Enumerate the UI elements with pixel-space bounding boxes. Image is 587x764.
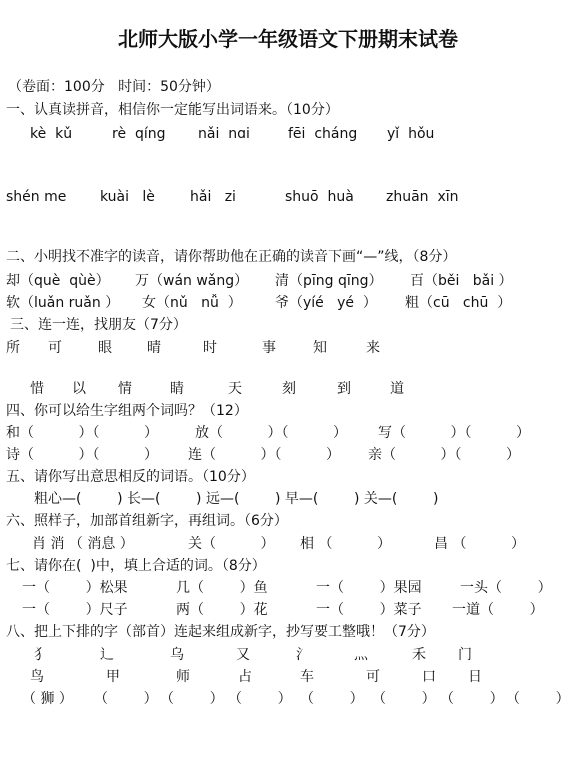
reading-choice: 爷（yíé yé ）: [275, 295, 377, 311]
measure-word-item: 一（ ）松果: [22, 580, 128, 596]
word-group-item: 写（ ）（ ）: [378, 425, 531, 441]
pinyin-item: kè kǔ: [30, 126, 73, 142]
word-group-item: 放（ ）（ ）: [195, 425, 348, 441]
measure-word-item: 两（ ）花: [176, 602, 268, 618]
match-char: 到: [337, 381, 351, 397]
match-char: 眼: [98, 340, 112, 356]
match-char: 晴: [147, 340, 161, 356]
radical-top: 辶: [100, 647, 114, 663]
radical-item: 相 （ ）: [300, 536, 391, 552]
reading-choice: 女（nǔ nǚ ）: [142, 295, 242, 311]
answer-blank: （ ）: [160, 691, 224, 707]
reading-choice: 万（wán wǎng）: [135, 273, 249, 289]
pinyin-item: nǎi nɑi: [198, 126, 250, 142]
match-char: 道: [390, 381, 404, 397]
answer-blank: （ ）: [372, 691, 436, 707]
radical-top: 又: [236, 647, 250, 663]
radical-top: 门: [458, 647, 472, 663]
reading-choice: 粗（cū chū ）: [405, 295, 512, 311]
match-char: 时: [203, 340, 217, 356]
measure-word-item: 一（ ）尺子: [22, 602, 128, 618]
match-char: 睛: [170, 381, 184, 397]
section-8-heading: 八、把上下排的字（部首）连起来组成新字，抄写要工整哦！（7分）: [6, 624, 435, 640]
measure-word-item: 一（ ）果园: [316, 580, 422, 596]
radical-bottom: 口: [422, 669, 436, 685]
measure-word-item: 一（ ）菜子: [316, 602, 422, 618]
radical-item: 关（ ）: [188, 536, 275, 552]
match-char: 事: [262, 340, 276, 356]
radical-bottom: 鸟: [30, 669, 44, 685]
section-1-heading: 一、认真读拼音，相信你一定能写出词语来。（10分）: [6, 102, 339, 118]
section-3-heading: 三、连一连，找朋友（7分）: [10, 317, 187, 333]
section-4-heading: 四、你可以给生字组两个词吗？（12）: [6, 403, 248, 419]
pinyin-item: kuài lè: [100, 189, 155, 205]
radical-bottom: 日: [468, 669, 482, 685]
section-7-heading: 七、请你在( )中，填上合适的词。（8分）: [6, 558, 266, 574]
exam-meta: （卷面：100分 时间：50分钟）: [8, 79, 220, 95]
measure-word-item: 一头（ ）: [460, 580, 552, 596]
match-char: 所: [6, 340, 20, 356]
section-5-heading: 五、请你写出意思相反的词语。（10分）: [6, 469, 255, 485]
word-group-item: 和（ ）（ ）: [6, 425, 159, 441]
match-char: 惜: [30, 381, 44, 397]
reading-choice: 清（pīng qīng）: [275, 273, 383, 289]
match-char: 刻: [282, 381, 296, 397]
section-6-heading: 六、照样子，加部首组新字，再组词。（6分）: [6, 513, 288, 529]
radical-top: 乌: [170, 647, 184, 663]
radical-top: 禾: [412, 647, 426, 663]
answer-blank: （ ）: [94, 691, 158, 707]
radical-item: 昌 （ ）: [434, 536, 525, 552]
word-group-item: 连（ ）（ ）: [188, 447, 341, 463]
radical-bottom: 可: [366, 669, 380, 685]
radical-bottom: 师: [176, 669, 190, 685]
pinyin-item: rè qíng: [112, 126, 166, 142]
antonym-row: 粗心—( ) 长—( ) 远—( ) 早—( ) 关—( ): [34, 491, 439, 507]
answer-blank: （ ）: [506, 691, 570, 707]
pinyin-item: yǐ hǒu: [387, 126, 435, 142]
radical-top: 犭: [34, 647, 48, 663]
reading-choice: 百（běi bǎi ）: [410, 273, 513, 289]
word-group-item: 诗（ ）（ ）: [6, 447, 159, 463]
match-char: 可: [48, 340, 62, 356]
radical-bottom: 占: [238, 669, 252, 685]
word-group-item: 亲（ ）（ ）: [368, 447, 521, 463]
pinyin-item: fēi cháng: [288, 126, 358, 142]
answer-blank: （ ）: [440, 691, 504, 707]
match-char: 知: [313, 340, 327, 356]
page-title: 北师大版小学一年级语文下册期末试卷: [118, 27, 458, 51]
pinyin-item: shén me: [6, 189, 67, 205]
answer-blank: （ 狮 ）: [22, 691, 73, 707]
pinyin-item: zhuān xīn: [386, 189, 459, 205]
radical-top: 氵: [296, 647, 310, 663]
section-2-heading: 二、小明找不准字的读音，请你帮助他在正确的读音下画“—”线，（8分）: [6, 249, 457, 265]
radical-top: 灬: [354, 647, 368, 663]
reading-choice: 却（què qùè）: [6, 273, 110, 289]
reading-choice: 软（luǎn ruǎn ）: [6, 295, 120, 311]
match-char: 以: [72, 381, 86, 397]
radical-item: 肖 消 （ 消息 ）: [32, 536, 134, 552]
radical-bottom: 车: [300, 669, 314, 685]
match-char: 天: [228, 381, 242, 397]
measure-word-item: 几（ ）鱼: [176, 580, 268, 596]
pinyin-item: shuō huà: [285, 189, 354, 205]
pinyin-item: hǎi zi: [190, 189, 236, 205]
radical-bottom: 甲: [106, 669, 120, 685]
answer-blank: （ ）: [228, 691, 292, 707]
match-char: 来: [366, 340, 380, 356]
answer-blank: （ ）: [300, 691, 364, 707]
match-char: 情: [118, 381, 132, 397]
measure-word-item: 一道（ ）: [452, 602, 544, 618]
